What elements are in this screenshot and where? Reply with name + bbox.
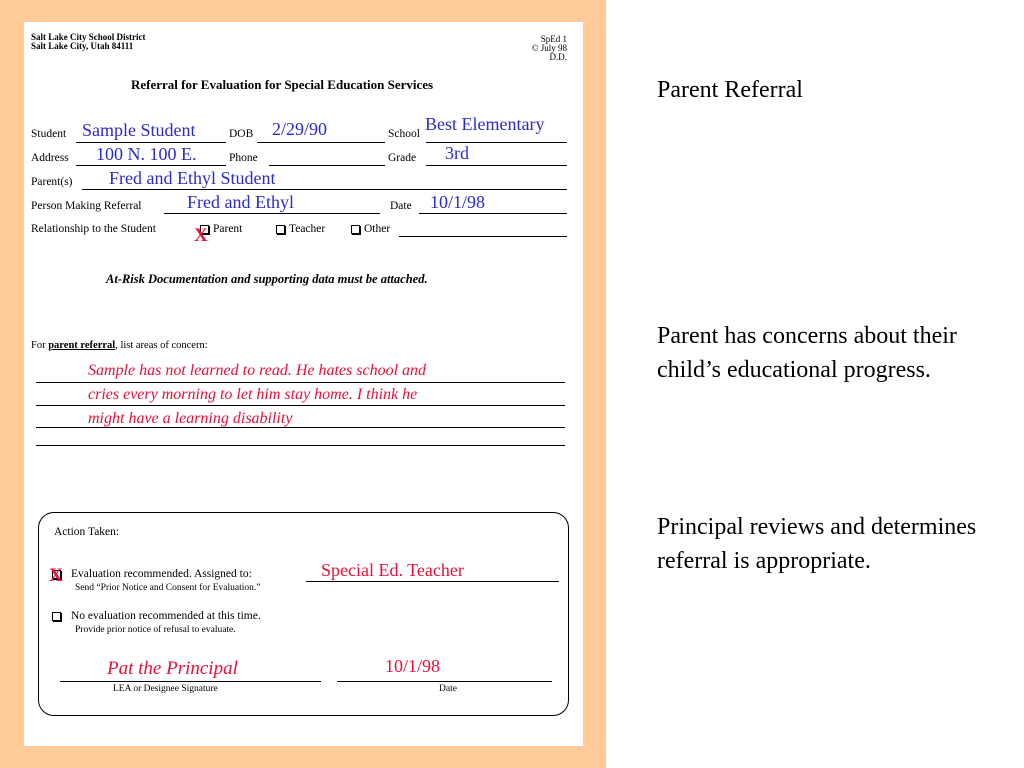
address-value: 100 N. 100 E.	[96, 144, 197, 164]
date-value: 10/1/98	[430, 192, 486, 212]
action-title: Action Taken:	[54, 526, 120, 538]
form-title: Referral for Evaluation for Special Education Services	[131, 77, 434, 92]
date-line	[419, 213, 567, 214]
address-line	[76, 165, 226, 166]
concern-line-2	[36, 405, 565, 406]
student-label: Student	[31, 128, 67, 140]
sign-date-label: Date	[439, 684, 457, 694]
school-label: School	[388, 128, 420, 140]
no-evaluation-instruction: Provide prior notice of refusal to evaluate.	[75, 625, 236, 635]
date-label: Date	[390, 200, 412, 212]
grade-line	[426, 165, 567, 166]
signature-line	[60, 681, 321, 682]
other-checkbox	[351, 225, 360, 234]
signature-value: Pat the Principal	[107, 658, 238, 679]
form-initials: D.D.	[549, 52, 567, 62]
school-value: Best Elementary	[425, 114, 545, 134]
concerns-label-prefix: For	[31, 340, 49, 351]
concerns-label-emphasis: parent referral	[48, 340, 116, 351]
evaluation-instruction: Send “Prior Notice and Consent for Evaluation.”	[75, 583, 261, 593]
note-parent-concerns: Parent has concerns about their child’s educational progress.	[657, 323, 957, 383]
person-referral-line	[164, 213, 380, 214]
at-risk-note: At-Risk Documentation and supporting data must be attached.	[106, 272, 428, 286]
concerns-label	[31, 340, 208, 351]
concerns-label-suffix: , list areas of concern:	[115, 340, 208, 351]
no-evaluation-checkbox	[52, 612, 61, 621]
concern-text-3: might have a learning disability	[88, 410, 293, 427]
grade-value: 3rd	[445, 143, 469, 163]
phone-line	[269, 165, 385, 166]
district-address: Salt Lake City, Utah 84111	[31, 41, 134, 51]
student-value: Sample Student	[82, 120, 196, 140]
teacher-option	[276, 223, 325, 235]
teacher-checkbox	[276, 225, 285, 234]
assigned-to-value: Special Ed. Teacher	[321, 560, 464, 580]
grade-label: Grade	[388, 152, 417, 164]
phone-label: Phone	[229, 152, 258, 164]
concern-line-1	[36, 382, 565, 383]
referral-form	[24, 22, 583, 746]
note-heading: Parent Referral	[657, 77, 803, 103]
other-option-label: Other	[364, 223, 391, 235]
relationship-mark: X	[194, 225, 208, 246]
sign-date-value: 10/1/98	[385, 656, 441, 676]
no-evaluation-option	[52, 610, 261, 622]
evaluation-recommended-label: Evaluation recommended. Assigned to:	[71, 568, 252, 580]
person-referral-label: Person Making Referral	[31, 200, 142, 212]
parent-option-label: Parent	[213, 223, 243, 235]
district-name: Salt Lake City School District	[31, 32, 146, 42]
form-copyright: © July 98	[531, 43, 567, 53]
signature-label: LEA or Designee Signature	[113, 684, 218, 694]
parents-line	[82, 189, 567, 190]
evaluation-recommended-option	[52, 568, 252, 580]
no-evaluation-label: No evaluation recommended at this time.	[71, 610, 261, 622]
student-line	[76, 142, 226, 143]
relationship-label: Relationship to the Student	[31, 223, 156, 235]
concern-text-2: cries every morning to let him stay home. I think he	[88, 386, 418, 403]
dob-line	[257, 142, 385, 143]
parents-label: Parent(s)	[31, 176, 73, 188]
other-option	[351, 223, 390, 235]
sign-date-line	[337, 681, 552, 682]
teacher-option-label: Teacher	[289, 223, 326, 235]
dob-value: 2/29/90	[272, 119, 328, 139]
other-line	[399, 236, 567, 237]
concern-text-1: Sample has not learned to read. He hates school and	[88, 362, 427, 379]
dob-label: DOB	[229, 128, 254, 140]
person-referral-value: Fred and Ethyl	[187, 192, 294, 212]
note-principal-review: Principal reviews and determines referral is appropriate.	[657, 514, 977, 574]
parents-value: Fred and Ethyl Student	[109, 168, 276, 188]
address-label: Address	[31, 152, 69, 164]
assigned-to-line	[306, 581, 559, 582]
evaluation-mark: X	[49, 565, 63, 586]
concern-line-4	[36, 445, 565, 446]
form-code: SpEd 1	[540, 34, 567, 44]
